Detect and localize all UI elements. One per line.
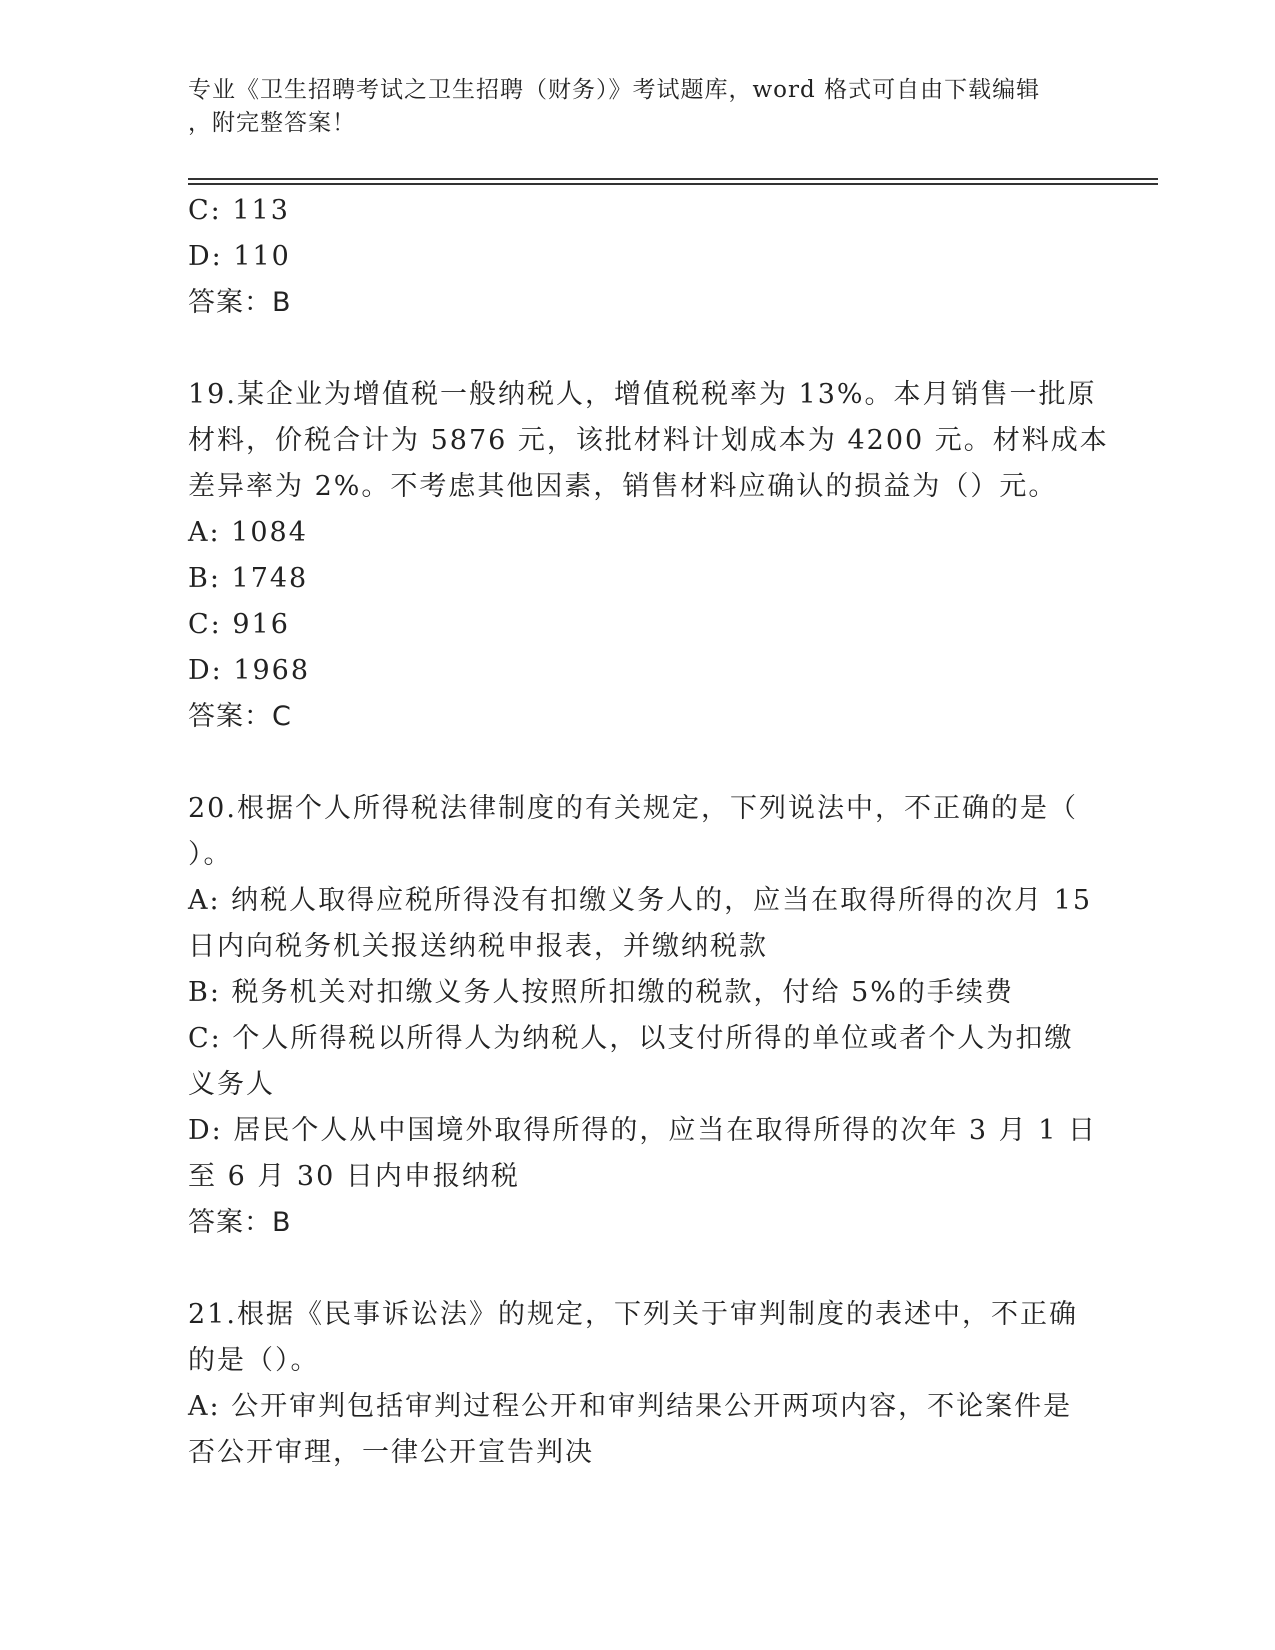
q21-option-a-line-1: A: 公开审判包括审判过程公开和审判结果公开两项内容，不论案件是 [188, 1391, 1073, 1422]
q19-answer: 答案：C [188, 701, 292, 732]
q20-option-c-line-2: 义务人 [188, 1069, 275, 1100]
q19-stem-line-2: 材料，价税合计为 5876 元，该批材料计划成本为 4200 元。材料成本 [188, 425, 1109, 456]
q19-option-a: A: 1084 [188, 517, 308, 548]
q19-option-d: D: 1968 [188, 655, 311, 686]
q20-option-a-line-2: 日内向税务机关报送纳税申报表，并缴纳税款 [188, 931, 768, 962]
q18-answer: 答案：B [188, 287, 292, 318]
q20-answer: 答案：B [188, 1207, 292, 1238]
header-divider-top [188, 178, 1158, 180]
header-divider-bottom [188, 183, 1158, 185]
q21-stem-line-2: 的是（）。 [188, 1345, 320, 1376]
question-19 [188, 372, 1109, 740]
q19-option-b: B: 1748 [188, 563, 309, 594]
q20-stem-line-1: 20.根据个人所得税法律制度的有关规定，下列说法中，不正确的是（ [188, 793, 1078, 824]
q19-option-c: C: 916 [188, 609, 290, 640]
spacer [188, 740, 1088, 786]
q18-option-d: D: 110 [188, 241, 291, 272]
question-content [188, 188, 1109, 1476]
spacer [188, 1246, 1088, 1292]
question-18-tail [188, 188, 1088, 326]
question-20 [188, 786, 1098, 1246]
q20-option-b: B: 税务机关对扣缴义务人按照所扣缴的税款，付给 5%的手续费 [188, 977, 1014, 1008]
q20-stem-line-2: ）。 [188, 839, 233, 870]
q18-option-c: C: 113 [188, 195, 290, 226]
question-21 [188, 1292, 1088, 1476]
q20-option-d-line-2: 至 6 月 30 日内申报纳税 [188, 1161, 520, 1192]
q21-stem-line-1: 21.根据《民事诉讼法》的规定，下列关于审判制度的表述中，不正确 [188, 1299, 1078, 1330]
q19-stem-line-3: 差异率为 2%。不考虑其他因素，销售材料应确认的损益为（）元。 [188, 471, 1058, 502]
document-header [188, 74, 1088, 140]
header-line-2: ，附完整答案！ [188, 110, 356, 136]
q19-stem-line-1: 19.某企业为增值税一般纳税人，增值税税率为 13%。本月销售一批原 [188, 379, 1097, 410]
q21-option-a-line-2: 否公开审理，一律公开宣告判决 [188, 1437, 594, 1468]
spacer [188, 326, 1088, 372]
q20-option-a-line-1: A: 纳税人取得应税所得没有扣缴义务人的，应当在取得所得的次月 15 [188, 885, 1093, 916]
header-line-1: 专业《卫生招聘考试之卫生招聘（财务）》考试题库，word 格式可自由下载编辑 [188, 77, 1041, 103]
q20-option-c-line-1: C: 个人所得税以所得人为纳税人，以支付所得的单位或者个人为扣缴 [188, 1023, 1074, 1054]
q20-option-d-line-1: D: 居民个人从中国境外取得所得的，应当在取得所得的次年 3 月 1 日 [188, 1115, 1098, 1146]
